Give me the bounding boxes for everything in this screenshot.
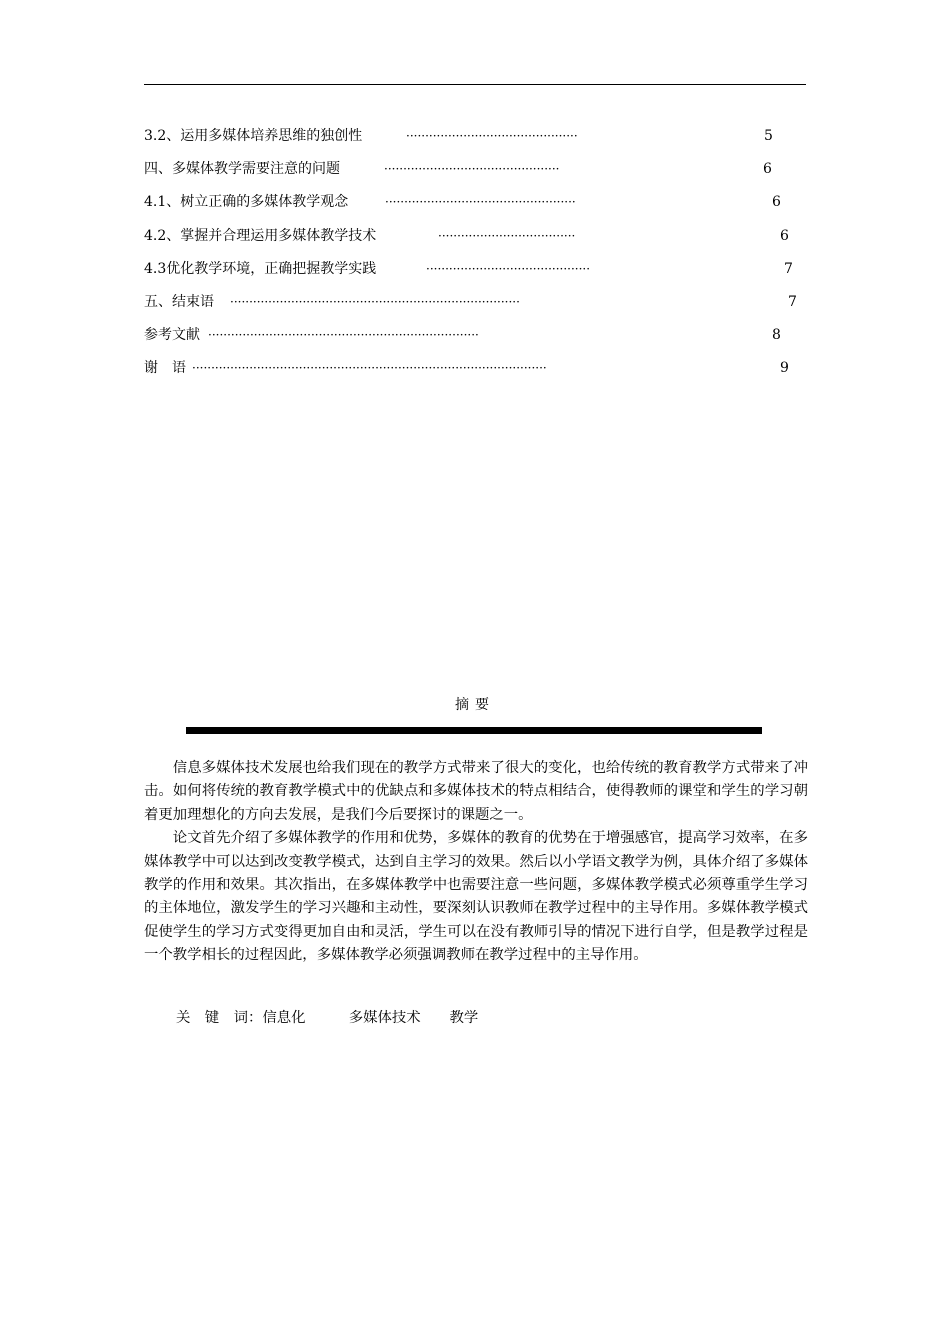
toc-entry-title: 4.3优化教学环境，正确把握教学实践	[144, 260, 377, 277]
toc-entry-page: 7	[788, 293, 797, 310]
toc-entry[interactable]	[144, 292, 806, 325]
toc-entry-page: 8	[772, 327, 781, 344]
toc-leader-dots: ··············································	[384, 162, 560, 177]
toc-leader-dots: ··················································	[385, 195, 576, 210]
toc-entry[interactable]	[144, 126, 806, 159]
toc-entry[interactable]	[144, 159, 806, 192]
keywords-label: 关 键 词：	[176, 1010, 263, 1026]
toc-leader-dots: ····································	[438, 228, 576, 243]
toc-entry-title: 4.1、树立正确的多媒体教学观念	[144, 194, 349, 211]
toc-entry[interactable]	[144, 259, 806, 292]
toc-leader-dots: ·····························································································	[192, 361, 547, 376]
toc-leader-dots: ·············································	[406, 129, 578, 143]
abstract-body	[144, 757, 808, 968]
abstract-heading: 摘要	[455, 697, 495, 713]
abstract-paragraph: 信息多媒体技术发展也给我们现在的教学方式带来了很大的变化，也给传统的教育教学方式带来了冲击。如何将传统的教育教学模式中的优缺点和多媒体技术的特点相结合，使得教师的课堂和学生的学习朝着更加理想化的方向去发展，是我们今后要探讨的课题之一。	[144, 760, 808, 823]
keywords-line	[176, 1007, 478, 1030]
toc-entry[interactable]	[144, 226, 806, 259]
toc-leader-dots: ·······································································	[208, 328, 479, 343]
keywords-values: 信息化 多媒体技术 教学	[262, 1010, 479, 1026]
abstract-rule	[186, 727, 762, 734]
toc-entry-title: 四、多媒体教学需要注意的问题	[144, 161, 340, 178]
toc-leader-dots: ···········································	[426, 261, 591, 276]
toc-entry-page: 5	[764, 128, 773, 144]
abstract-paragraph: 论文首先介绍了多媒体教学的作用和优势，多媒体的教育的优势在于增强感官，提高学习效率，在多媒体教学中可以达到改变教学模式，达到自主学习的效果。然后以小学语文教学为例，具体介绍了多媒体教学的作用和效果。其次指出，在多媒体教学中也需要注意一些问题，多媒体教学模式必须尊重学生学习的主体地位，激发学生的学习兴趣和主动性，要深刻认识教师在教学过程中的主导作用。多媒体教学模式促使学生的学习方式变得更加自由和灵活，学生可以在没有教师引导的情况下进行自学，但是教学过程是一个教学相长的过程因此，多媒体教学必须强调教师在教学过程中的主导作用。	[144, 830, 808, 964]
toc-entry[interactable]	[144, 325, 806, 358]
toc-entry-page: 9	[780, 360, 789, 377]
toc-entry-title: 参考文献	[144, 327, 200, 344]
toc-entry-title: 4.2、掌握并合理运用多媒体教学技术	[144, 227, 377, 244]
toc-entry-page: 6	[763, 161, 772, 178]
toc-entry-page: 6	[780, 227, 789, 244]
toc-entry[interactable]	[144, 192, 806, 225]
toc-leader-dots: ············································································	[230, 294, 520, 309]
header-rule	[144, 84, 806, 85]
toc-entry[interactable]	[144, 358, 806, 391]
toc-entry-page: 7	[784, 260, 793, 277]
toc-entry-title: 谢 语	[144, 360, 186, 377]
toc-entry-title: 3.2、运用多媒体培养思维的独创性	[144, 128, 363, 144]
toc-entry-title: 五、结束语	[144, 293, 214, 310]
toc-entry-page: 6	[772, 194, 781, 211]
table-of-contents	[144, 126, 806, 392]
